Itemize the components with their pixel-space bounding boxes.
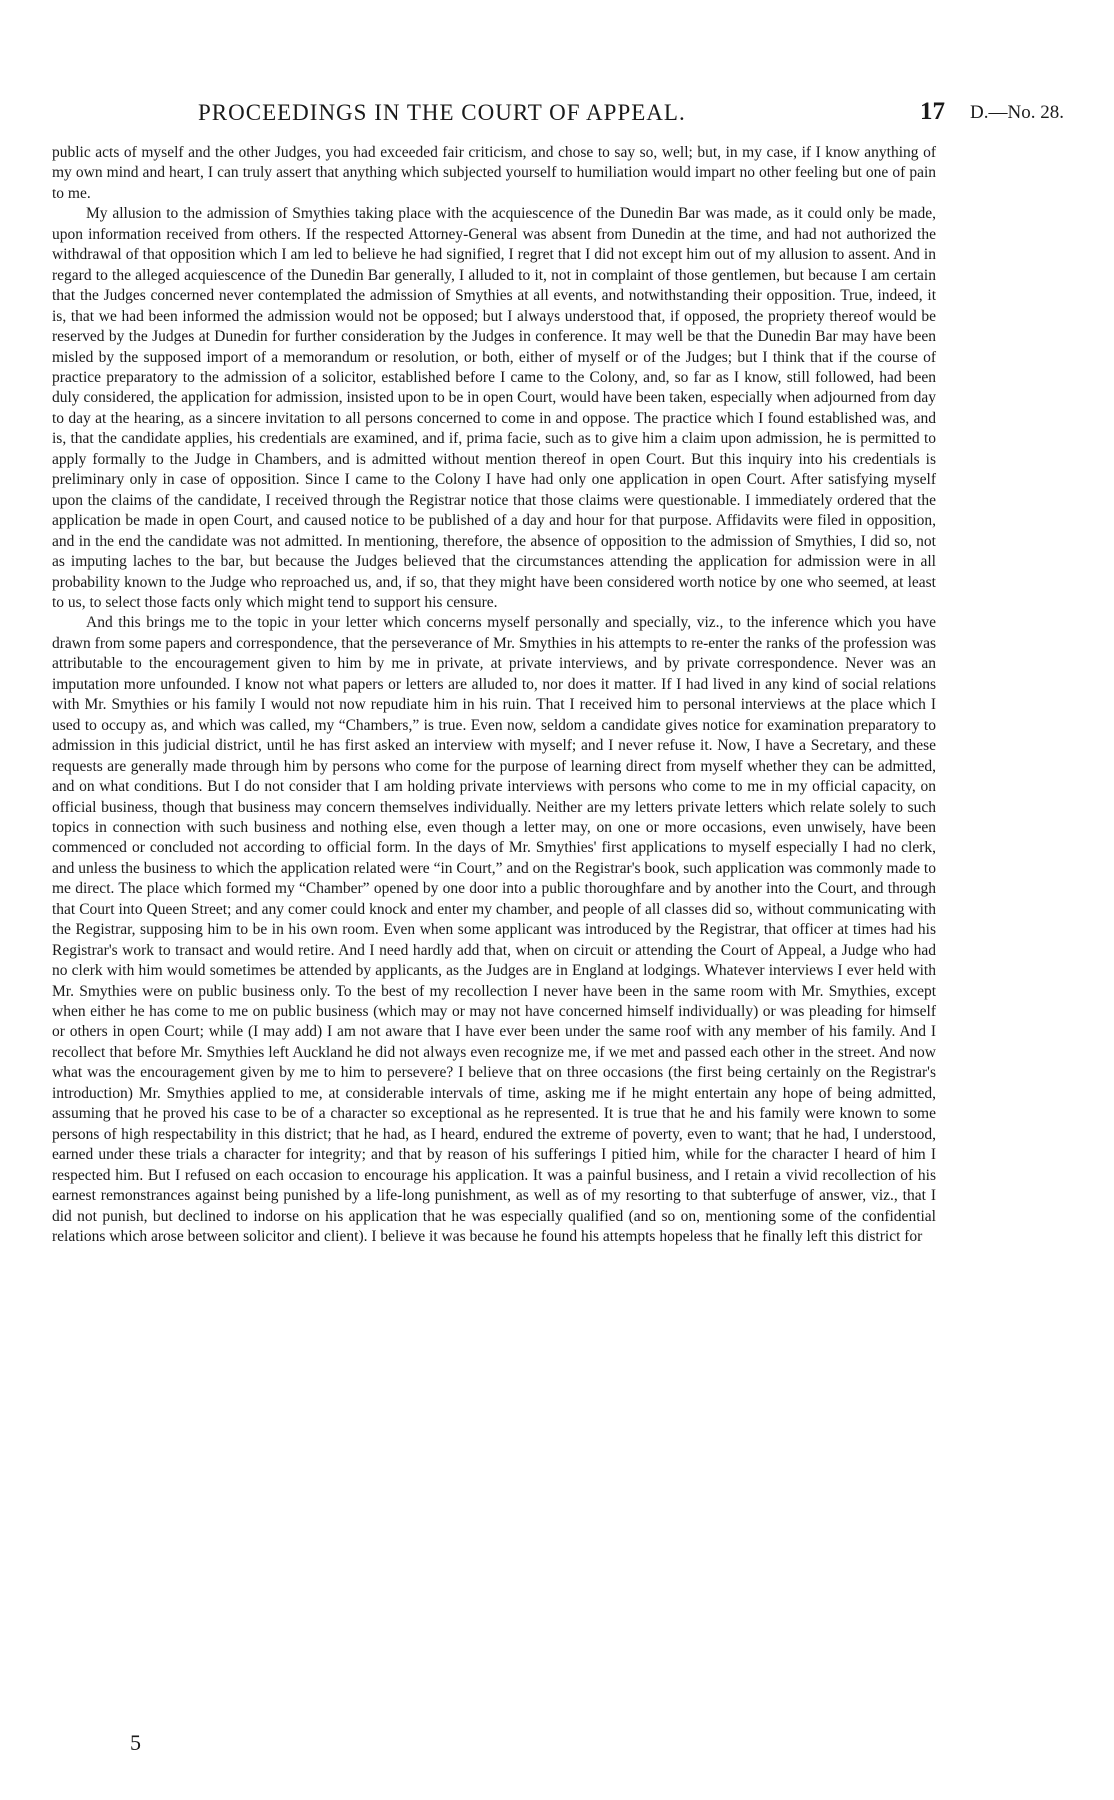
paragraph-private-interviews: And this brings me to the topic in your letter which concerns myself personally and specially, viz., to the inference which you have drawn from some papers and correspondence, that the perseverance of Mr. Smythies in his attempts to re-enter the ranks of the profession was attributable to the encouragement given to him by me in private, at private interviews, and by private correspondence. Never was an imputation more unfounded. I know not what papers or letters are alluded to, nor does it matter. If I had lived in any kind of social relations with Mr. Smythies or his family I would not now repudiate him in his ruin. That I received him to personal interviews at the place which I used to occupy as, and which was called, my “Chambers,” is true. Even now, seldom a candidate gives notice for examination preparatory to admission in this judicial district, until he has first asked an interview with myself; and I never refuse it. Now, I have a Secretary, and these requests are generally made through him by persons who come for the purpose of learning direct from myself whether they can be admitted, and on what conditions. But I do not consider that I am holding private interviews with persons who come to me in my official capacity, on official business, though that business may concern themselves individually. Neither are my letters private letters which relate solely to such topics in connection with such business and nothing else, even though a letter may, on one or more occasions, even unwisely, have been commenced or concluded not according to official form. In the days of Mr. Smythies' first applications to myself especially I had no clerk, and unless the business to which the application related were “in Court,” and on the Registrar's book, such application was commonly made to me direct. The place which formed my “Chamber” opened by one door into a public thoroughfare and by another into the Court, and through that Court into Queen Street; and any comer could knock and enter my chamber, and people of all classes did so, without communicating with the Registrar, supposing him to be in his own room. Even when some applicant was introduced by the Registrar, that officer at times had his Registrar's work to transact and would retire. And I need hardly add that, when on circuit or attending the Court of Appeal, a Judge who had no clerk with him would sometimes be attended by applicants, as the Judges are in England at lodgings. Whatever interviews I ever held with Mr. Smythies were on public business only. To the best of my recollection I never have been in the same room with Mr. Smythies, except when either he has come to me on public business (which may or may not have concerned himself individually) or was pleading for himself or others in open Court; while (I may add) I am not aware that I have ever been under the same roof with any member of his family. And I recollect that before Mr. Smythies left Auckland he did not always even recognize me, if we met and passed each other in the street. And now what was the encouragement given by me to him to persevere? I believe that on three occasions (the first being certainly on the Registrar's introduction) Mr. Smythies applied to me, at considerable intervals of time, asking me if he might entertain any hope of being admitted, assuming that he proved his case to be of a character so exceptional as he represented. It is true that he and his family were known to some persons of high respectability in this district; that he had, as I heard, endured the extreme of poverty, even to want; that he had, I understood, earned under these trials a character for integrity; and that by reason of his sufferings I pitied him, while for the character I heard of him I respected him. But I refused on each occasion to encourage his application. It was a painful business, and I retain a vivid recollection of his earnest remonstrances against being punished by a life-long punishment, as well as of my resorting to that subterfuge of answer, viz., that I did not punish, but declined to indorse on his application that he was especially qualified (and so on, mentioning some of the confidential relations which arose between solicitor and client). I believe it was because he found his attempts hopeless that he finally left this district for — [52, 614, 936, 1246]
page-number: 17 — [920, 98, 945, 125]
page-header — [52, 96, 1084, 130]
signature-mark: 5 — [130, 1730, 141, 1755]
paragraph-dunedin-bar: My allusion to the admission of Smythies taking place with the acquiescence of the Dunedin Bar was made, as it could only be made, upon information received from others. If the respected Attorney-General was absent from Dunedin at the time, and had not authorized the withdrawal of that opposition which I am led to believe he had signified, I regret that I did not except him out of my allusion to assent. And in regard to the alleged acquiescence of the Dunedin Bar generally, I alluded to it, not in complaint of those gentlemen, but because I am certain that the Judges concerned never contemplated the admission of Smythies at all events, and notwithstanding their opposition. True, indeed, it is, that we had been informed the admission would not be opposed; but I always understood that, if opposed, the propriety thereof would be reserved by the Judges at Dunedin for further consideration by the Judges in conference. It may well be that the Dunedin Bar may have been misled by the supposed import of a memorandum or resolution, or both, either of myself or of the Judges; but I think that if the course of practice preparatory to the admission of a solicitor, established before I came to the Colony, and, so far as I know, still followed, had been duly considered, the application for admission, insisted upon to be in open Court, would have been taken, especially when adjourned from day to day at the hearing, as a sincere invitation to all persons concerned to come in and oppose. The practice which I found established was, and is, that the candidate applies, his credentials are examined, and if, prima facie, such as to give him a claim upon admission, he is permitted to apply formally to the Judge in Chambers, and is admitted without mention thereof in open Court. But this inquiry into his credentials is preliminary only in case of opposition. Since I came to the Colony I have had only one application in open Court. After satisfying myself upon the claims of the candidate, I received through the Registrar notice that those claims were questionable. I immediately ordered that the application be made in open Court, and caused notice to be published of a day and hour for that purpose. Affidavits were filed in opposition, and in the end the candidate was not admitted. In mentioning, therefore, the absence of opposition to the admission of Smythies, I did so, not as imputing laches to the bar, but because the Judges believed that the circumstances attending the application for admission were in all probability known to the Judge who reproached us, and, if so, that they might have been considered worth notice by one who seemed, at least to us, to select those facts only which might tend to support his censure. — [52, 205, 936, 611]
paragraph-continuation: public acts of myself and the other Judges, you had exceeded fair criticism, and chose to say so, well; but, in my case, if I know anything of my own mind and heart, I can truly assert that anything which subjected yourself to humiliation would impart no other feeling but one of pain to me. — [52, 144, 936, 202]
body-text — [52, 143, 936, 1247]
document-reference: D.—No. 28. — [970, 102, 1064, 123]
running-title: PROCEEDINGS IN THE COURT OF APPEAL. — [198, 100, 686, 125]
